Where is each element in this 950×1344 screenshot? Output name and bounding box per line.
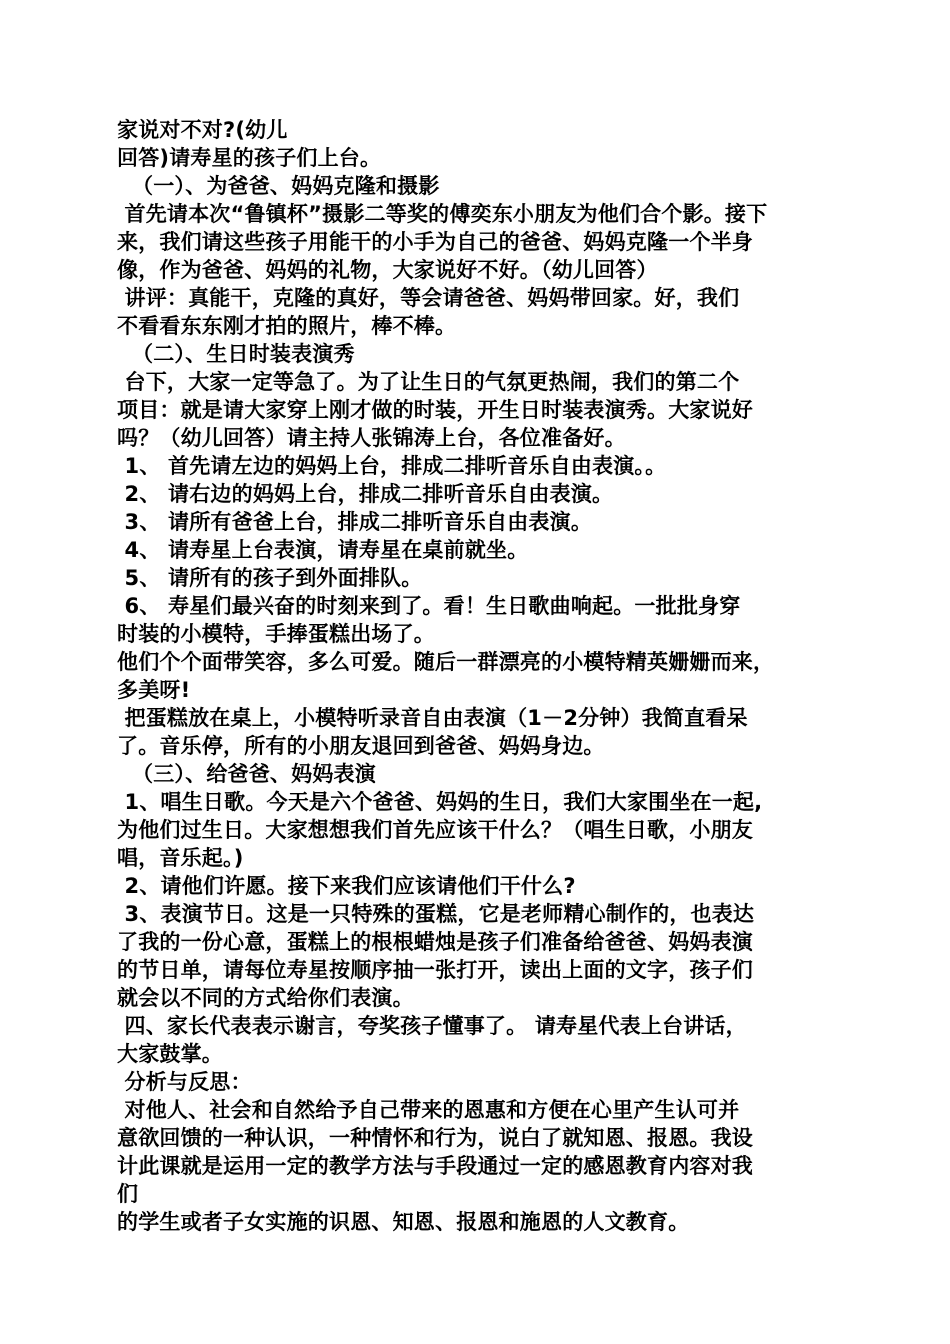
text-line: 吗？（幼儿回答）请主持人张锦涛上台，各位准备好。 bbox=[117, 426, 626, 450]
text-line: 讲评：真能干，克隆的真好，等会请爸爸、妈妈带回家。好，我们 bbox=[117, 286, 740, 310]
list-item: 3、 请所有爸爸上台，排成二排听音乐自由表演。 bbox=[117, 510, 593, 534]
text-line: 项目：就是请大家穿上刚才做的时装，开生日时装表演秀。大家说好 bbox=[117, 398, 753, 422]
text-line: 台下，大家一定等急了。为了让生日的气氛更热闹，我们的第二个 bbox=[117, 370, 740, 394]
section-heading: 分析与反思： bbox=[117, 1070, 252, 1094]
list-item: 1、 首先请左边的妈妈上台，排成二排听音乐自由表演。。 bbox=[117, 454, 667, 478]
list-item: 2、 请右边的妈妈上台，排成二排听音乐自由表演。 bbox=[117, 482, 614, 506]
list-item: 6、 寿星们最兴奋的时刻来到了。看！生日歌曲响起。一批批身穿 bbox=[117, 594, 741, 618]
text-line: 唱，音乐起。) bbox=[117, 846, 244, 870]
text-line: 的节日单，请每位寿星按顺序抽一张打开，读出上面的文字，孩子们 bbox=[117, 958, 753, 982]
text-line: 四、家长代表表示谢言，夸奖孩子懂事了。 请寿星代表上台讲话， bbox=[117, 1014, 747, 1038]
list-item: 4、 请寿星上台表演，请寿星在桌前就坐。 bbox=[117, 538, 529, 562]
text-line: 大家鼓掌。 bbox=[117, 1042, 223, 1066]
section-heading: （三）、给爸爸、妈妈表演 bbox=[117, 762, 376, 786]
text-line: 多美呀! bbox=[117, 678, 191, 702]
list-item: 5、 请所有的孩子到外面排队。 bbox=[117, 566, 423, 590]
text-line: 意欲回馈的一种认识，一种情怀和行为，说白了就知恩、报恩。我设 bbox=[117, 1126, 753, 1150]
text-line: 家说对不对?(幼儿 bbox=[117, 118, 288, 142]
text-line: 的学生或者子女实施的识恩、知恩、报恩和施恩的人文教育。 bbox=[117, 1210, 690, 1234]
list-item: 3、表演节日。这是一只特殊的蛋糕，它是老师精心制作的，也表达 bbox=[117, 902, 755, 926]
text-line: 来，我们请这些孩子用能干的小手为自己的爸爸、妈妈克隆一个半身 bbox=[117, 230, 753, 254]
text-line: 为他们过生日。大家想想我们首先应该干什么？（唱生日歌，小朋友 bbox=[117, 818, 753, 842]
list-item: 1、唱生日歌。今天是六个爸爸、妈妈的生日，我们大家围坐在一起, bbox=[117, 790, 763, 814]
text-line: 首先请本次“鲁镇杯”摄影二等奖的傅奕东小朋友为他们合个影。接下 bbox=[117, 202, 768, 226]
list-item: 2、请他们许愿。接下来我们应该请他们干什么? bbox=[117, 874, 576, 898]
text-line: 不看看东东刚才拍的照片，棒不棒。 bbox=[117, 314, 457, 338]
text-line: 他们个个面带笑容，多么可爱。随后一群漂亮的小模特精英姗姗而来， bbox=[117, 650, 775, 674]
text-line: 时装的小模特，手捧蛋糕出场了。 bbox=[117, 622, 435, 646]
text-line: 回答)请寿星的孩子们上台。 bbox=[117, 146, 382, 170]
text-line: 像，作为爸爸、妈妈的礼物，大家说好不好。（幼儿回答） bbox=[117, 258, 658, 282]
section-heading: （一）、为爸爸、妈妈克隆和摄影 bbox=[117, 174, 440, 198]
text-line: 就会以不同的方式给你们表演。 bbox=[117, 986, 414, 1010]
text-line: 对他人、社会和自然给予自己带来的恩惠和方便在心里产生认可并 bbox=[117, 1098, 740, 1122]
section-heading: （二）、生日时装表演秀 bbox=[117, 342, 355, 366]
text-line: 了。音乐停，所有的小朋友退回到爸爸、妈妈身边。 bbox=[117, 734, 605, 758]
text-line: 们 bbox=[117, 1182, 139, 1206]
text-line: 了我的一份心意，蛋糕上的根根蜡烛是孩子们准备给爸爸、妈妈表演 bbox=[117, 930, 753, 954]
text-line: 计此课就是运用一定的教学方法与手段通过一定的感恩教育内容对我 bbox=[117, 1154, 753, 1178]
text-line: 把蛋糕放在桌上，小模特听录音自由表演（1－2分钟）我简直看呆 bbox=[117, 706, 748, 730]
